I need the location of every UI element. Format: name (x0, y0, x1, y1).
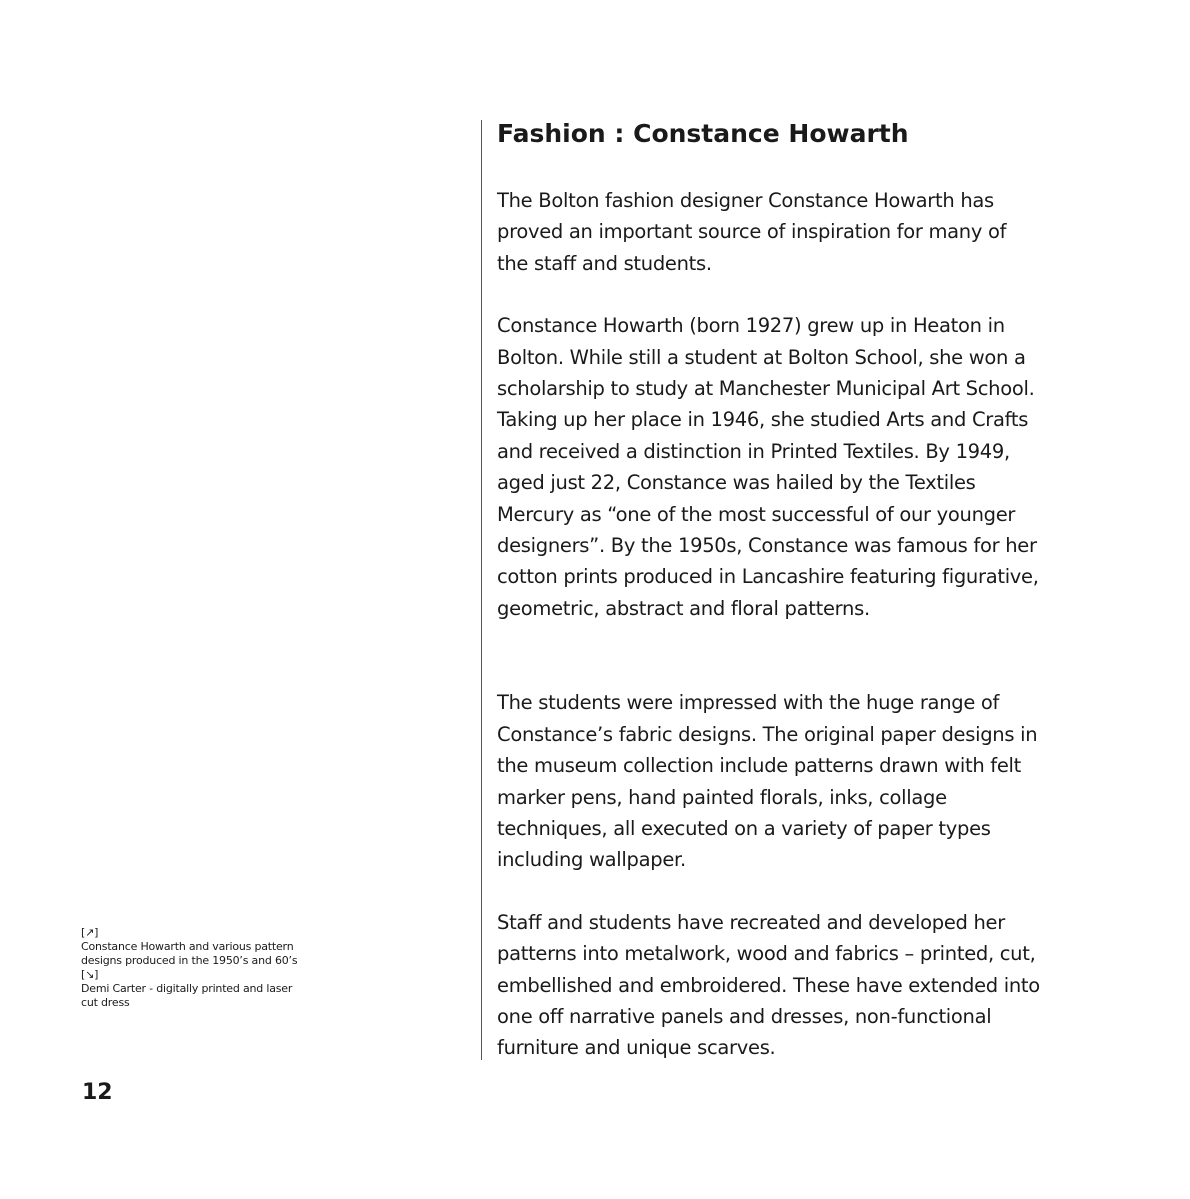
fabric-designs-paragraph: The students were impressed with the huge range of Constance’s fabric designs. The original paper designs in the museum collection include patterns drawn with felt marker pens, hand painted florals, inks, collage techniques, all executed on a variety of paper types including wallpaper. (497, 691, 1038, 872)
image-captions (81, 926, 311, 1010)
arrow-down-right-icon: [↘] (81, 968, 99, 981)
page-number: 12 (82, 1080, 113, 1105)
vertical-divider (481, 120, 482, 1060)
caption-howarth-patterns: Constance Howarth and various pattern designs produced in the 1950’s and 60’s (81, 940, 298, 967)
caption-demi-carter-dress: Demi Carter - digitally printed and laser cut dress (81, 982, 293, 1009)
article (497, 116, 1042, 1064)
intro-paragraph: The Bolton fashion designer Constance Howarth has proved an important source of inspiration for many of the staff and students. (497, 189, 1007, 275)
article-heading: Fashion : Constance Howarth (497, 119, 909, 148)
biography-paragraph: Constance Howarth (born 1927) grew up in Heaton in Bolton. While still a student at Bolton School, she won a scholarship to study at Manchester Municipal Art School. Taking up her place in 1946, she studied Arts and Crafts and received a distinction in Printed Textiles. By 1949, aged just 22, Constance was hailed by the Textiles Mercury as “one of the most successful of our younger designers”. By the 1950s, Constance was famous for her cotton prints produced in Lancashire featuring figurative, geometric, abstract and floral patterns. (497, 314, 1039, 620)
projects-paragraph: Staff and students have recreated and developed her patterns into metalwork, wood and fabrics – printed, cut, embellished and embroidered. These have extended into one off narrative panels and dresses, non-functional furniture and unique scarves. (497, 910, 1040, 1060)
arrow-up-right-icon: [↗] (81, 926, 99, 939)
